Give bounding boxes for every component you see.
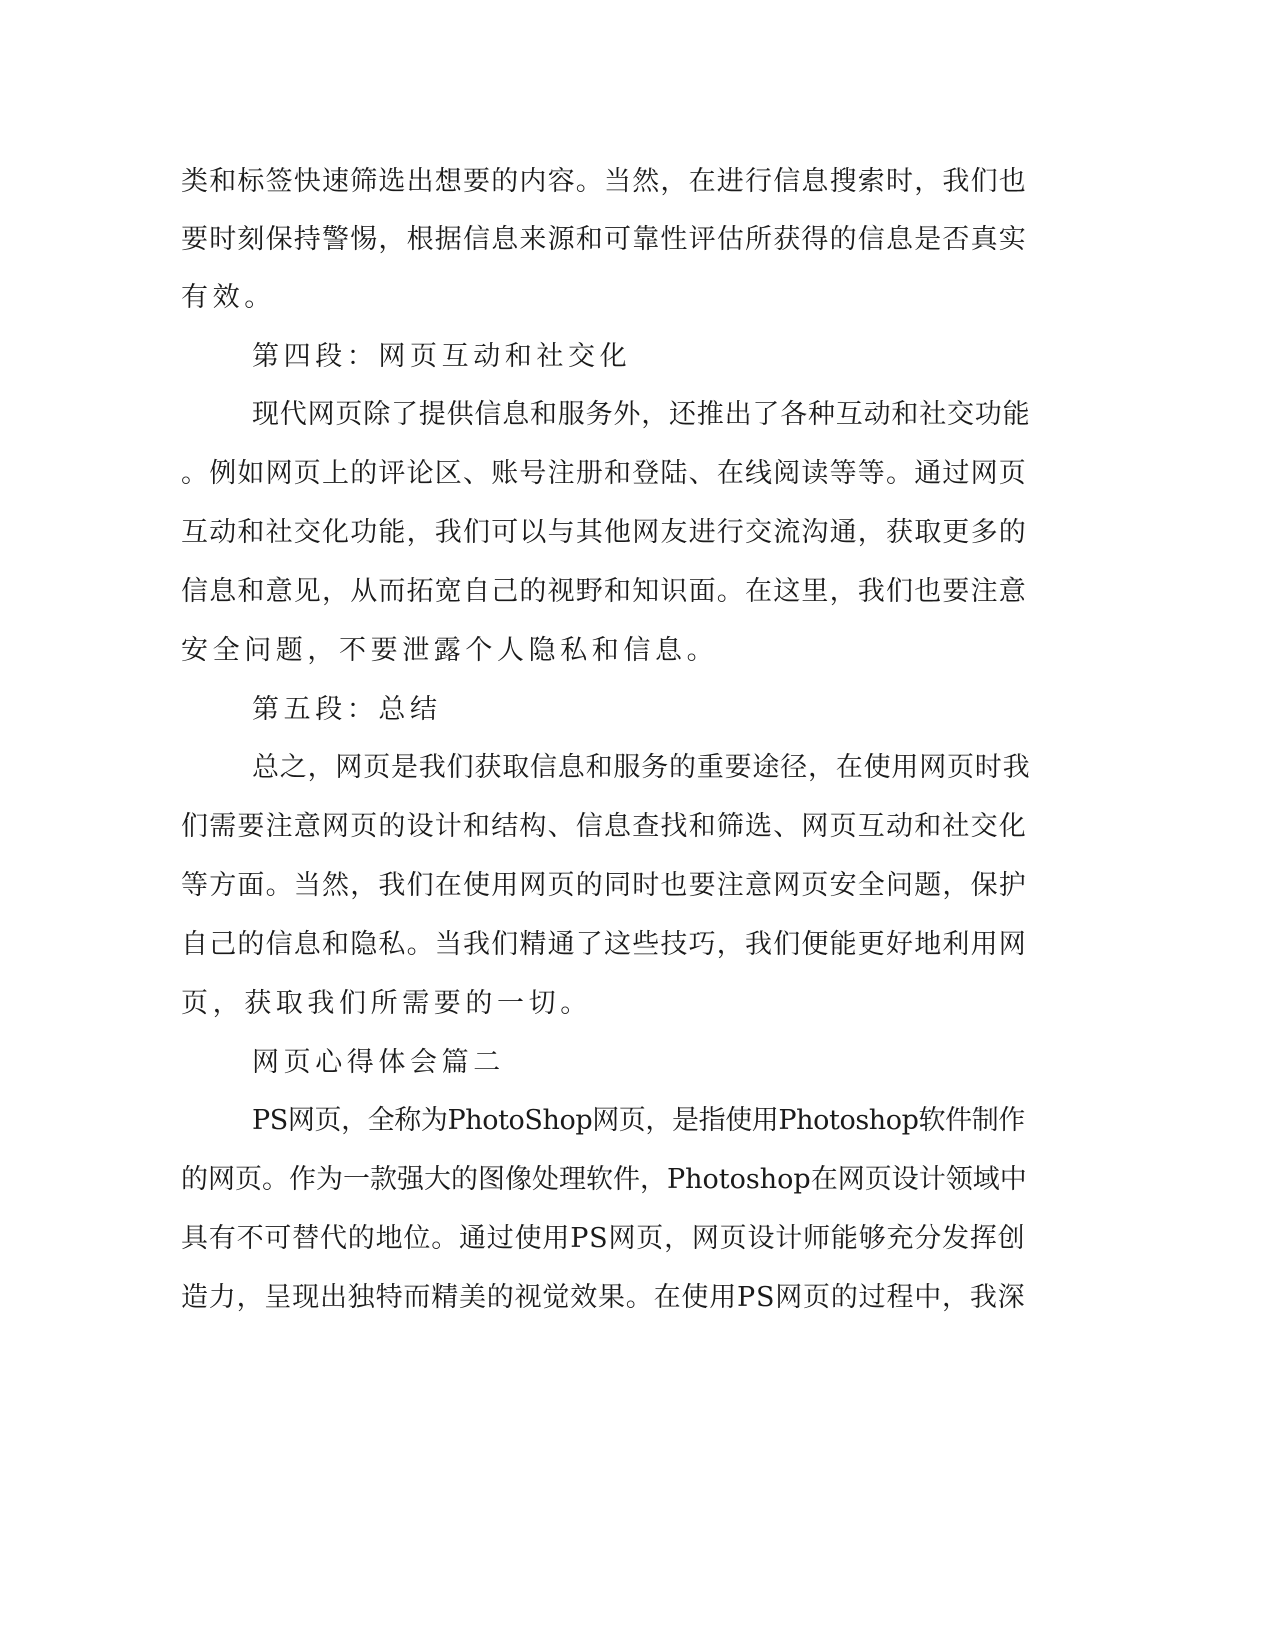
text-line: 页，获取我们所需要的一切。 [181, 988, 592, 1019]
text-line: 自己的信息和隐私。当我们精通了这些技巧，我们便能更好地利用网 [181, 929, 1027, 960]
section-heading: 第五段：总结 [252, 694, 442, 725]
section-heading: 网页心得体会篇二 [252, 1047, 505, 1078]
text-line: PS网页，全称为PhotoShop网页，是指使用Photoshop软件制作 [252, 1105, 1025, 1136]
text-line: 要时刻保持警惕，根据信息来源和可靠性评估所获得的信息是否真实 [181, 224, 1027, 255]
text-line: 互动和社交化功能，我们可以与其他网友进行交流沟通，获取更多的 [181, 517, 1027, 548]
text-line: 的网页。作为一款强大的图像处理软件，Photoshop在网页设计领域中 [181, 1164, 1027, 1195]
text-line: 们需要注意网页的设计和结构、信息查找和筛选、网页互动和社交化 [181, 811, 1027, 842]
text-line: 类和标签快速筛选出想要的内容。当然，在进行信息搜索时，我们也 [181, 166, 1027, 197]
text-line: 信息和意见，从而拓宽自己的视野和知识面。在这里，我们也要注意 [181, 576, 1027, 607]
text-line: 具有不可替代的地位。通过使用PS网页，网页设计师能够充分发挥创 [181, 1223, 1026, 1254]
text-line: 造力，呈现出独特而精美的视觉效果。在使用PS网页的过程中，我深 [181, 1282, 1026, 1313]
text-line: 等方面。当然，我们在使用网页的同时也要注意网页安全问题，保护 [181, 870, 1027, 901]
text-line: 现代网页除了提供信息和服务外，还推出了各种互动和社交功能 [252, 399, 1031, 430]
text-line: 安全问题，不要泄露个人隐私和信息。 [181, 635, 719, 666]
text-line: 有效。 [181, 282, 276, 313]
section-heading: 第四段：网页互动和社交化 [252, 341, 632, 372]
text-line: 总之，网页是我们获取信息和服务的重要途径，在使用网页时我 [252, 752, 1031, 783]
text-line: 。例如网页上的评论区、账号注册和登陆、在线阅读等等。通过网页 [181, 458, 1027, 489]
